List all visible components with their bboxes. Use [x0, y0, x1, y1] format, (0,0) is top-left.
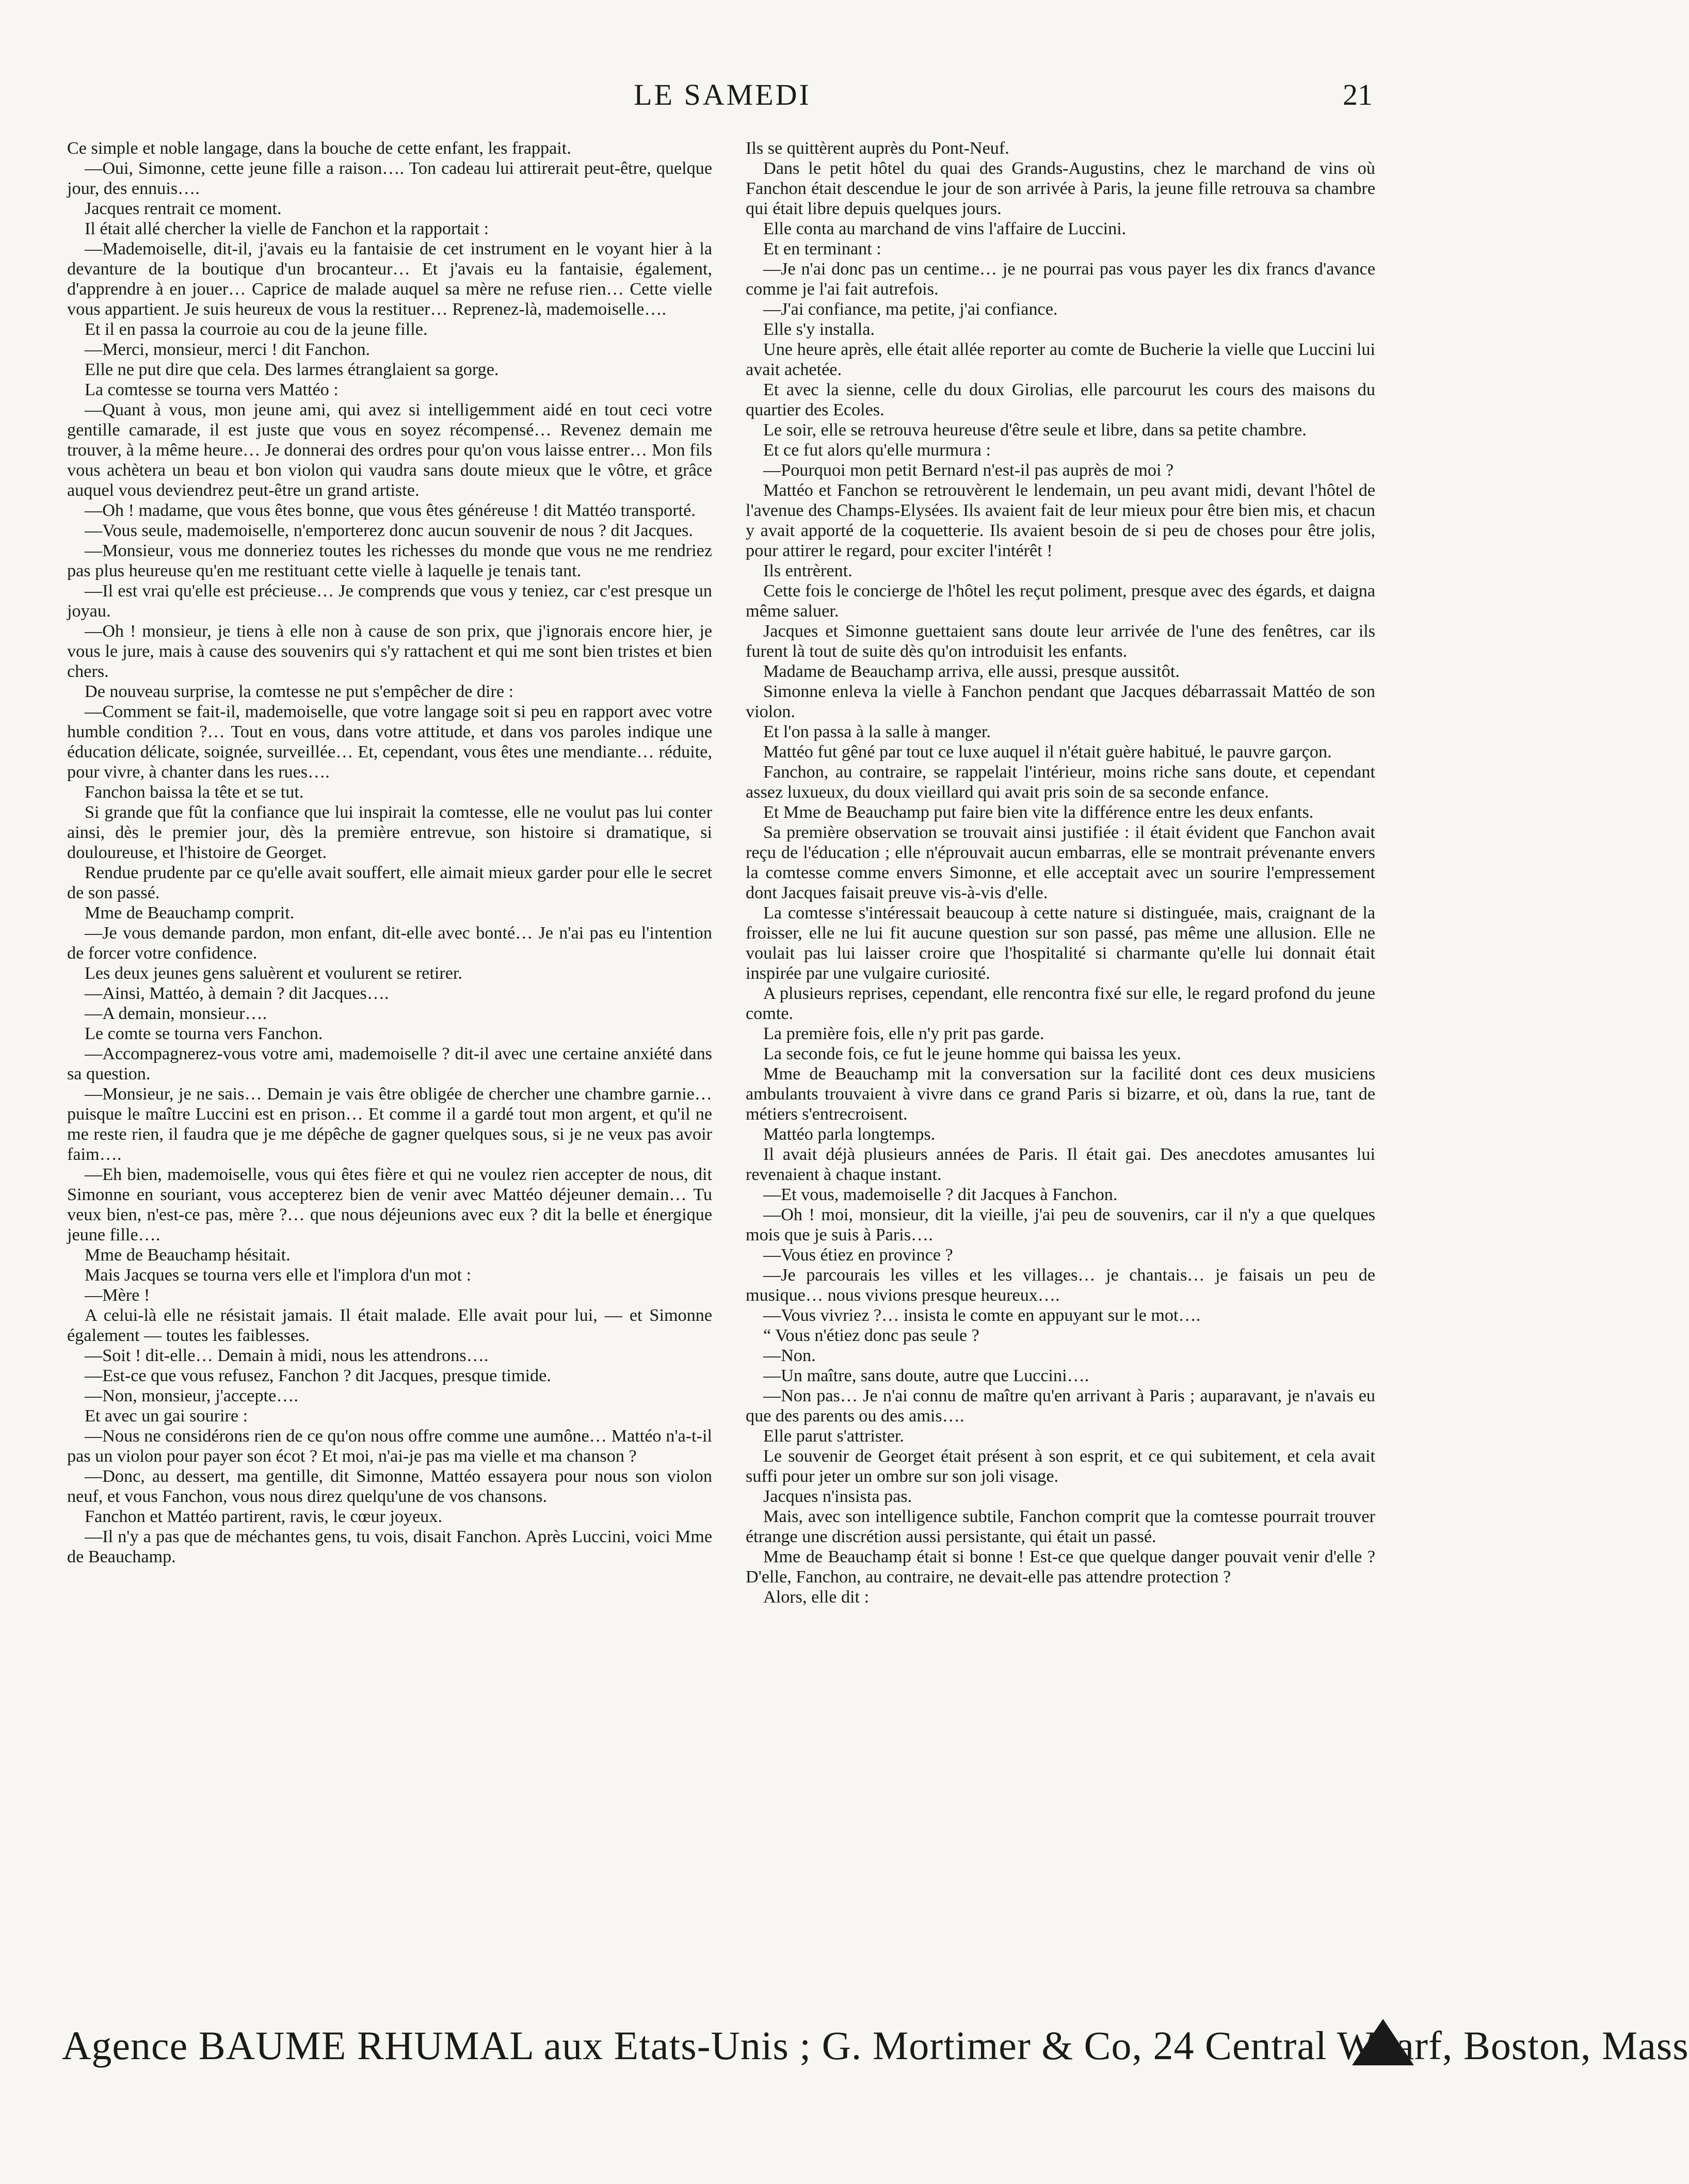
paragraph: Une heure après, elle était allée reporter au comte de Bucherie la vielle que Luccini lui avait achetée. — [746, 340, 1375, 379]
paragraph: —Donc, au dessert, ma gentille, dit Simonne, Mattéo essayera pour nous son violon neuf, et vous Fanchon, vous nous direz quelqu'une de vos chansons. — [67, 1467, 712, 1506]
paragraph: “ Vous n'étiez donc pas seule ? — [763, 1326, 979, 1345]
paragraph: —Et vous, mademoiselle ? dit Jacques à Fanchon. — [763, 1185, 1118, 1204]
paragraph: —Un maître, sans doute, autre que Luccini…. — [763, 1366, 1089, 1385]
page-number: 21 — [1343, 78, 1373, 111]
paragraph: Jacques et Simonne guettaient sans doute leur arrivée de l'une des fenêtres, car ils furent là tout de suite dès qu'on introduisit les enfants. — [746, 622, 1375, 661]
paragraph: Ils se quittèrent auprès du Pont-Neuf. — [746, 139, 1009, 158]
paragraph: La comtesse s'intéressait beaucoup à cette nature si distinguée, mais, craignant de la froisser, elle ne lui fit aucune question sur son passé, pas même une allusion. Elle ne voulait pas lui laisser croire que l'hospitalité si charmante qu'elle lui donnait était inspirée par une vulgaire curiosité. — [746, 903, 1375, 983]
paragraph: —Vous étiez en province ? — [763, 1245, 953, 1265]
paragraph: Il était allé chercher la vielle de Fanchon et la rapportait : — [85, 219, 489, 238]
paragraph: Le souvenir de Georget était présent à son esprit, et ce qui subitement, et cela avait suffi pour jeter un ombre sur son joli visage. — [746, 1447, 1375, 1486]
paragraph: —Oh ! moi, monsieur, dit la vieille, j'ai peu de souvenirs, car il n'y a que quelques mois que je suis à Paris…. — [746, 1205, 1375, 1244]
paragraph: Fanchon, au contraire, se rappelait l'intérieur, moins riche sans doute, et cependant assez luxueux, du doux vieillard qui avait pris soin de sa seconde enfance. — [746, 763, 1375, 802]
paragraph: Le comte se tourna vers Fanchon. — [85, 1024, 323, 1043]
paragraph: —Est-ce que vous refusez, Fanchon ? dit Jacques, presque timide. — [85, 1366, 551, 1385]
paragraph: —Mère ! — [85, 1286, 150, 1305]
paragraph: La première fois, elle n'y prit pas garde. — [763, 1024, 1044, 1043]
paragraph: Fanchon baissa la tête et se tut. — [85, 783, 304, 802]
paragraph: —Merci, monsieur, merci ! dit Fanchon. — [85, 340, 371, 359]
paragraph: La seconde fois, ce fut le jeune homme qui baissa les yeux. — [763, 1044, 1181, 1063]
paragraph: —Quant à vous, mon jeune ami, qui avez si intelligemment aidé en tout ceci votre gentille camarade, il est juste que vous en soyez récompensé… Revenez demain me trouver, à la même heure… Je donnerai des ordres pour qu'on vous laisse entrer… Mon fils vous achètera un beau et bon violon qui vaudra sans doute mieux que le vôtre, et grâce auquel vous deviendrez peut-être un grand artiste. — [67, 400, 712, 500]
paragraph: Elle s'y installa. — [763, 320, 875, 339]
paragraph: —Non. — [763, 1346, 816, 1365]
paragraph: Si grande que fût la confiance que lui inspirait la comtesse, elle ne voulut pas lui conter ainsi, dès le premier jour, dès la première entrevue, son histoire si dramatique, si douloureuse, et l'histoire de Georget. — [67, 803, 712, 862]
paragraph: Alors, elle dit : — [763, 1588, 870, 1607]
newspaper-title: LE SAMEDI — [634, 78, 811, 111]
advertisement-footer — [62, 2015, 1689, 2082]
paragraph: Rendue prudente par ce qu'elle avait souffert, elle aimait mieux garder pour elle le secret de son passé. — [67, 863, 712, 902]
paragraph: —Oh ! monsieur, je tiens à elle non à cause de son prix, que j'ignorais encore hier, je vous le jure, mais à cause des souvenirs qui s'y rattachent et qui me sont bien tristes et bien chers. — [67, 622, 712, 681]
paragraph: —Pourquoi mon petit Bernard n'est-il pas auprès de moi ? — [763, 461, 1174, 480]
paragraph: —Soit ! dit-elle… Demain à midi, nous les attendrons…. — [85, 1346, 489, 1365]
paragraph: —Oui, Simonne, cette jeune fille a raison…. Ton cadeau lui attirerait peut-être, quelque jour, des ennuis…. — [67, 159, 712, 198]
paragraph: —Vous vivriez ?… insista le comte en appuyant sur le mot…. — [763, 1306, 1201, 1325]
paragraph: Mattéo et Fanchon se retrouvèrent le lendemain, un peu avant midi, devant l'hôtel de l'avenue des Champs-Elysées. Ils avaient fait de leur mieux pour être bien mis, et chacun y avait apporté de la coquetterie. Ils avaient besoin de si peu de choses pour être jolis, pour attirer le regard, pour exciter l'intérêt ! — [746, 481, 1375, 560]
paragraph: —Monsieur, je ne sais… Demain je vais être obligée de chercher une chambre garnie… puisque le maître Luccini est en prison… Et comme il a gardé tout mon argent, et qu'il ne me reste rien, il faudra que je me dépêche de gagner quelques sous, si je ne veux pas avoir faim…. — [67, 1085, 712, 1164]
paragraph: Dans le petit hôtel du quai des Grands-Augustins, chez le marchand de vins où Fanchon était descendue le jour de son arrivée à Paris, la jeune fille retrouva sa chambre qui était libre depuis quelques jours. — [746, 159, 1375, 218]
paragraph: —Nous ne considérons rien de ce qu'on nous offre comme une aumône… Mattéo n'a-t-il pas un violon pour payer son écot ? Et moi, n'ai-je pas ma vielle et ma chanson ? — [67, 1427, 712, 1466]
paragraph: —Ainsi, Mattéo, à demain ? dit Jacques…. — [85, 984, 389, 1003]
paragraph: —Il est vrai qu'elle est précieuse… Je comprends que vous y teniez, car c'est presque un joyau. — [67, 581, 712, 621]
paragraph: Et avec la sienne, celle du doux Girolias, elle parcourut les cours des maisons du quartier des Ecoles. — [746, 380, 1375, 419]
paragraph: —Je n'ai donc pas un centime… je ne pourrai pas vous payer les dix francs d'avance comme je l'ai fait autrefois. — [746, 260, 1375, 299]
paragraph: Mme de Beauchamp comprit. — [85, 903, 295, 923]
paragraph: Mais Jacques se tourna vers elle et l'implora d'un mot : — [85, 1266, 472, 1285]
paragraph: Les deux jeunes gens saluèrent et voulurent se retirer. — [85, 964, 462, 983]
paragraph: —A demain, monsieur…. — [85, 1004, 267, 1023]
paragraph: A plusieurs reprises, cependant, elle rencontra fixé sur elle, le regard profond du jeune comte. — [746, 984, 1375, 1023]
paragraph: Fanchon et Mattéo partirent, ravis, le cœur joyeux. — [85, 1507, 443, 1526]
paragraph: Et l'on passa à la salle à manger. — [763, 722, 991, 741]
paragraph: Mais, avec son intelligence subtile, Fanchon comprit que la comtesse pourrait trouver étrange une discrétion aussi persistante, qui était un passé. — [746, 1507, 1375, 1546]
paragraph: Cette fois le concierge de l'hôtel les reçut poliment, presque avec des égards, et daigna même saluer. — [746, 581, 1375, 621]
paragraph: —Je vous demande pardon, mon enfant, dit-elle avec bonté… Je n'ai pas eu l'intention de forcer votre confidence. — [67, 924, 712, 963]
paragraph: Et Mme de Beauchamp put faire bien vite la différence entre les deux enfants. — [763, 803, 1314, 822]
paragraph: Jacques n'insista pas. — [763, 1487, 912, 1506]
paragraph: Et avec un gai sourire : — [85, 1406, 248, 1426]
paragraph: Simonne enleva la vielle à Fanchon pendant que Jacques débarrassait Mattéo de son violon. — [746, 682, 1375, 721]
paragraph: Et ce fut alors qu'elle murmura : — [763, 441, 991, 460]
advertisement-text: Agence BAUME RHUMAL aux Etats-Unis ; G. Mortimer & Co, 24 Central Wharf, Boston, Mass — [62, 2023, 1689, 2068]
paragraph: Il avait déjà plusieurs années de Paris. Il était gai. Des anecdotes amusantes lui revenaient à chaque instant. — [746, 1145, 1375, 1184]
paragraph: Jacques rentrait ce moment. — [85, 199, 282, 218]
paragraph: —Eh bien, mademoiselle, vous qui êtes fière et qui ne voulez rien accepter de nous, dit Simonne en souriant, vous accepterez bien de venir avec Mattéo déjeuner demain… Tu veux bien, n'est-ce pas, mère ?… que nous déjeunions avec eux ? dit la belle et énergique jeune fille…. — [67, 1165, 712, 1244]
paragraph: Et en terminant : — [763, 239, 881, 258]
paragraph: Sa première observation se trouvait ainsi justifiée : il était évident que Fanchon avait reçu de l'éducation ; elle n'éprouvait aucun embarras, elle se montrait prévenante envers la comtesse comme envers Simonne, et elle acceptait avec un sourire l'empressement dont Jacques faisait preuve vis-à-vis d'elle. — [746, 823, 1375, 902]
paragraph: Elle conta au marchand de vins l'affaire de Luccini. — [763, 219, 1127, 238]
paragraph: De nouveau surprise, la comtesse ne put s'empêcher de dire : — [85, 682, 514, 701]
paragraph: Mme de Beauchamp était si bonne ! Est-ce que quelque danger pouvait venir d'elle ? D'elle, Fanchon, au contraire, ne devait-elle pas attendre protection ? — [746, 1547, 1375, 1587]
left-text-column — [67, 138, 712, 1851]
paragraph: Mme de Beauchamp mit la conversation sur la facilité dont ces deux musiciens ambulants trouvaient à vivre dans ce grand Paris si bizarre, et où, dans la rue, tant de métiers s'entrecroisent. — [746, 1064, 1375, 1124]
paragraph: A celui-là elle ne résistait jamais. Il était malade. Elle avait pour lui, — et Simonne également — toutes les faiblesses. — [67, 1306, 712, 1345]
paragraph: Le soir, elle se retrouva heureuse d'être seule et libre, dans sa petite chambre. — [763, 420, 1307, 440]
paragraph: —Vous seule, mademoiselle, n'emporterez donc aucun souvenir de nous ? dit Jacques. — [85, 521, 693, 540]
paragraph: —Non, monsieur, j'accepte…. — [85, 1386, 298, 1405]
paragraph: Ce simple et noble langage, dans la bouche de cette enfant, les frappait. — [67, 139, 571, 158]
paragraph: —Comment se fait-il, mademoiselle, que votre langage soit si peu en rapport avec votre humble condition ?… Tout en vous, dans votre attitude, et dans vos paroles indique une éducation délicate, soignée, surveillée… Et, cependant, vous êtes une mendiante… réduite, pour vivre, à chanter dans les rues…. — [67, 702, 712, 782]
paragraph: —Il n'y a pas que de méchantes gens, tu vois, disait Fanchon. Après Luccini, voici Mme de Beauchamp. — [67, 1527, 712, 1566]
paragraph: —Accompagnerez-vous votre ami, mademoiselle ? dit-il avec une certaine anxiété dans sa question. — [67, 1044, 712, 1083]
paragraph: —Mademoiselle, dit-il, j'avais eu la fantaisie de cet instrument en le voyant hier à la devanture de la boutique d'un brocanteur… Et j'avais eu la fantaisie, également, d'apprendre à en jouer… Caprice de malade auquel sa mère ne refuse rien… Cette vielle vous appartient. Je suis heureux de vous la restituer… Reprenez-là, mademoiselle…. — [67, 239, 712, 319]
right-text-column — [746, 138, 1375, 1851]
paragraph: Elle ne put dire que cela. Des larmes étranglaient sa gorge. — [85, 360, 499, 379]
paragraph: —Non pas… Je n'ai connu de maître qu'en arrivant à Paris ; auparavant, je n'avais eu que des parents ou des amis…. — [746, 1386, 1375, 1426]
page-header — [62, 77, 1383, 119]
pointing-hand-icon — [1352, 2019, 1414, 2065]
paragraph: Elle parut s'attrister. — [763, 1427, 904, 1446]
paragraph: Mattéo fut gêné par tout ce luxe auquel il n'était guère habitué, le pauvre garçon. — [763, 742, 1332, 762]
paragraph: Ils entrèrent. — [763, 561, 852, 580]
paragraph: Madame de Beauchamp arriva, elle aussi, presque aussitôt. — [763, 662, 1180, 681]
paragraph: —J'ai confiance, ma petite, j'ai confiance. — [763, 300, 1058, 319]
paragraph: —Je parcourais les villes et les villages… je chantais… je faisais un peu de musique… nous vivions presque heureux…. — [746, 1266, 1375, 1305]
paragraph: Mattéo parla longtemps. — [763, 1125, 936, 1144]
paragraph: —Oh ! madame, que vous êtes bonne, que vous êtes généreuse ! dit Mattéo transporté. — [85, 501, 696, 520]
paragraph: —Monsieur, vous me donneriez toutes les richesses du monde que vous ne me rendriez pas plus heureuse qu'en me restituant cette vielle à laquelle je tenais tant. — [67, 541, 712, 580]
paragraph: Et il en passa la courroie au cou de la jeune fille. — [85, 320, 428, 339]
paragraph: Mme de Beauchamp hésitait. — [85, 1245, 291, 1265]
paragraph: La comtesse se tourna vers Mattéo : — [85, 380, 339, 399]
